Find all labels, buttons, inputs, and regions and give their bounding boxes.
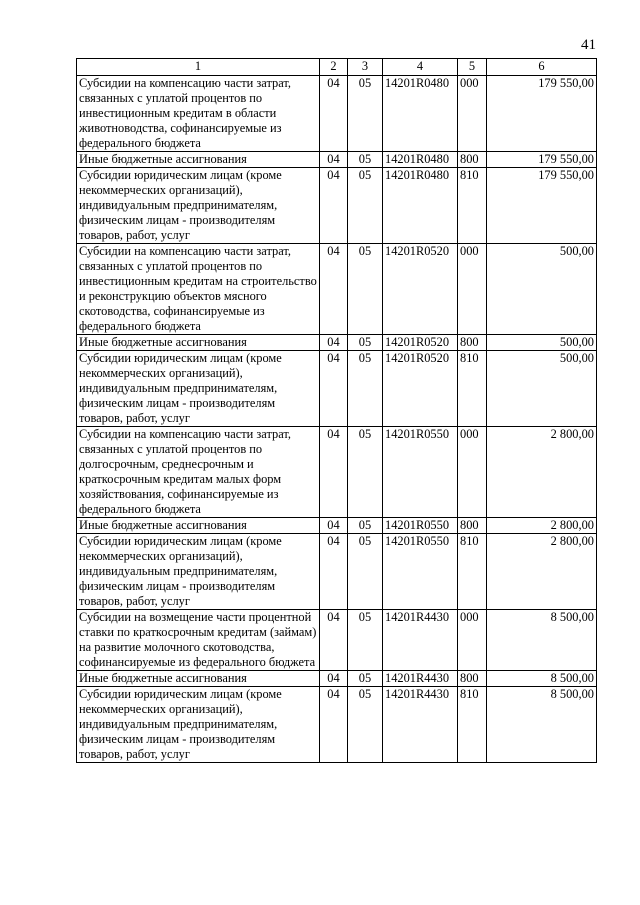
row-section-code: 04 xyxy=(320,244,348,335)
header-col-3: 3 xyxy=(348,59,383,76)
row-name: Субсидии юридическим лицам (кроме некоммерческих организаций), индивидуальным предпринимателям, физическим лицам - производителям товаров, работ, услуг xyxy=(77,351,320,427)
row-expense-type: 810 xyxy=(458,168,487,244)
row-subsection-code: 05 xyxy=(348,152,383,168)
header-col-6: 6 xyxy=(487,59,597,76)
table-row xyxy=(77,335,597,351)
row-name: Субсидии юридическим лицам (кроме некоммерческих организаций), индивидуальным предпринимателям, физическим лицам - производителям товаров, работ, услуг xyxy=(77,687,320,763)
row-amount: 8 500,00 xyxy=(487,671,597,687)
row-name: Иные бюджетные ассигнования xyxy=(77,518,320,534)
table-row xyxy=(77,427,597,518)
table-row xyxy=(77,244,597,335)
row-name: Иные бюджетные ассигнования xyxy=(77,671,320,687)
row-section-code: 04 xyxy=(320,610,348,671)
row-section-code: 04 xyxy=(320,534,348,610)
budget-table xyxy=(76,58,597,763)
row-section-code: 04 xyxy=(320,671,348,687)
row-section-code: 04 xyxy=(320,427,348,518)
table-row xyxy=(77,351,597,427)
row-subsection-code: 05 xyxy=(348,687,383,763)
row-name: Субсидии на компенсацию части затрат, связанных с уплатой процентов по долгосрочным, среднесрочным и краткосрочным кредитам малых форм хозяйствования, софинансируемые из федерального бюджета xyxy=(77,427,320,518)
row-name: Иные бюджетные ассигнования xyxy=(77,152,320,168)
row-section-code: 04 xyxy=(320,168,348,244)
row-expense-type: 810 xyxy=(458,534,487,610)
row-expense-type: 000 xyxy=(458,76,487,152)
row-target-article: 14201R0520 xyxy=(383,244,458,335)
table-row xyxy=(77,518,597,534)
row-target-article: 14201R0480 xyxy=(383,168,458,244)
page-number: 41 xyxy=(581,37,596,53)
row-subsection-code: 05 xyxy=(348,335,383,351)
table-row xyxy=(77,687,597,763)
row-target-article: 14201R4430 xyxy=(383,687,458,763)
row-target-article: 14201R0520 xyxy=(383,335,458,351)
row-amount: 8 500,00 xyxy=(487,687,597,763)
row-target-article: 14201R0480 xyxy=(383,152,458,168)
row-expense-type: 800 xyxy=(458,152,487,168)
row-expense-type: 000 xyxy=(458,244,487,335)
header-col-2: 2 xyxy=(320,59,348,76)
row-name: Субсидии юридическим лицам (кроме некоммерческих организаций), индивидуальным предпринимателям, физическим лицам - производителям товаров, работ, услуг xyxy=(77,168,320,244)
row-amount: 2 800,00 xyxy=(487,518,597,534)
table-header xyxy=(77,59,597,76)
row-amount: 500,00 xyxy=(487,244,597,335)
row-expense-type: 810 xyxy=(458,687,487,763)
table-row xyxy=(77,610,597,671)
row-subsection-code: 05 xyxy=(348,534,383,610)
table-row xyxy=(77,152,597,168)
row-amount: 179 550,00 xyxy=(487,152,597,168)
row-subsection-code: 05 xyxy=(348,671,383,687)
row-amount: 179 550,00 xyxy=(487,168,597,244)
row-expense-type: 800 xyxy=(458,671,487,687)
row-target-article: 14201R0520 xyxy=(383,351,458,427)
row-section-code: 04 xyxy=(320,335,348,351)
row-section-code: 04 xyxy=(320,76,348,152)
row-subsection-code: 05 xyxy=(348,610,383,671)
row-amount: 500,00 xyxy=(487,335,597,351)
table-row xyxy=(77,168,597,244)
header-col-5: 5 xyxy=(458,59,487,76)
row-name: Субсидии на компенсацию части затрат, связанных с уплатой процентов по инвестиционным кредитам в области животноводства, софинансируемые из федерального бюджета xyxy=(77,76,320,152)
row-section-code: 04 xyxy=(320,518,348,534)
row-subsection-code: 05 xyxy=(348,76,383,152)
row-section-code: 04 xyxy=(320,687,348,763)
row-target-article: 14201R4430 xyxy=(383,671,458,687)
row-amount: 179 550,00 xyxy=(487,76,597,152)
row-target-article: 14201R0550 xyxy=(383,534,458,610)
row-amount: 2 800,00 xyxy=(487,534,597,610)
row-expense-type: 810 xyxy=(458,351,487,427)
row-target-article: 14201R0550 xyxy=(383,518,458,534)
table-row xyxy=(77,671,597,687)
row-subsection-code: 05 xyxy=(348,427,383,518)
row-expense-type: 800 xyxy=(458,518,487,534)
row-name: Субсидии на возмещение части процентной ставки по краткосрочным кредитам (займам) на развитие молочного скотоводства, софинансируемые из федерального бюджета xyxy=(77,610,320,671)
row-name: Иные бюджетные ассигнования xyxy=(77,335,320,351)
row-name: Субсидии юридическим лицам (кроме некоммерческих организаций), индивидуальным предпринимателям, физическим лицам - производителям товаров, работ, услуг xyxy=(77,534,320,610)
row-expense-type: 000 xyxy=(458,427,487,518)
row-section-code: 04 xyxy=(320,351,348,427)
table-body xyxy=(77,76,597,763)
row-target-article: 14201R0550 xyxy=(383,427,458,518)
row-target-article: 14201R0480 xyxy=(383,76,458,152)
table-header-row xyxy=(77,59,597,76)
row-target-article: 14201R4430 xyxy=(383,610,458,671)
row-amount: 2 800,00 xyxy=(487,427,597,518)
table-row xyxy=(77,76,597,152)
row-subsection-code: 05 xyxy=(348,351,383,427)
table-row xyxy=(77,534,597,610)
row-subsection-code: 05 xyxy=(348,518,383,534)
row-section-code: 04 xyxy=(320,152,348,168)
row-expense-type: 000 xyxy=(458,610,487,671)
row-name: Субсидии на компенсацию части затрат, связанных с уплатой процентов по инвестиционным кредитам на строительство и реконструкцию объектов мясного скотоводства, софинансируемые из федерального бюджета xyxy=(77,244,320,335)
header-col-4: 4 xyxy=(383,59,458,76)
row-subsection-code: 05 xyxy=(348,168,383,244)
header-col-1: 1 xyxy=(77,59,320,76)
row-expense-type: 800 xyxy=(458,335,487,351)
row-subsection-code: 05 xyxy=(348,244,383,335)
row-amount: 500,00 xyxy=(487,351,597,427)
row-amount: 8 500,00 xyxy=(487,610,597,671)
